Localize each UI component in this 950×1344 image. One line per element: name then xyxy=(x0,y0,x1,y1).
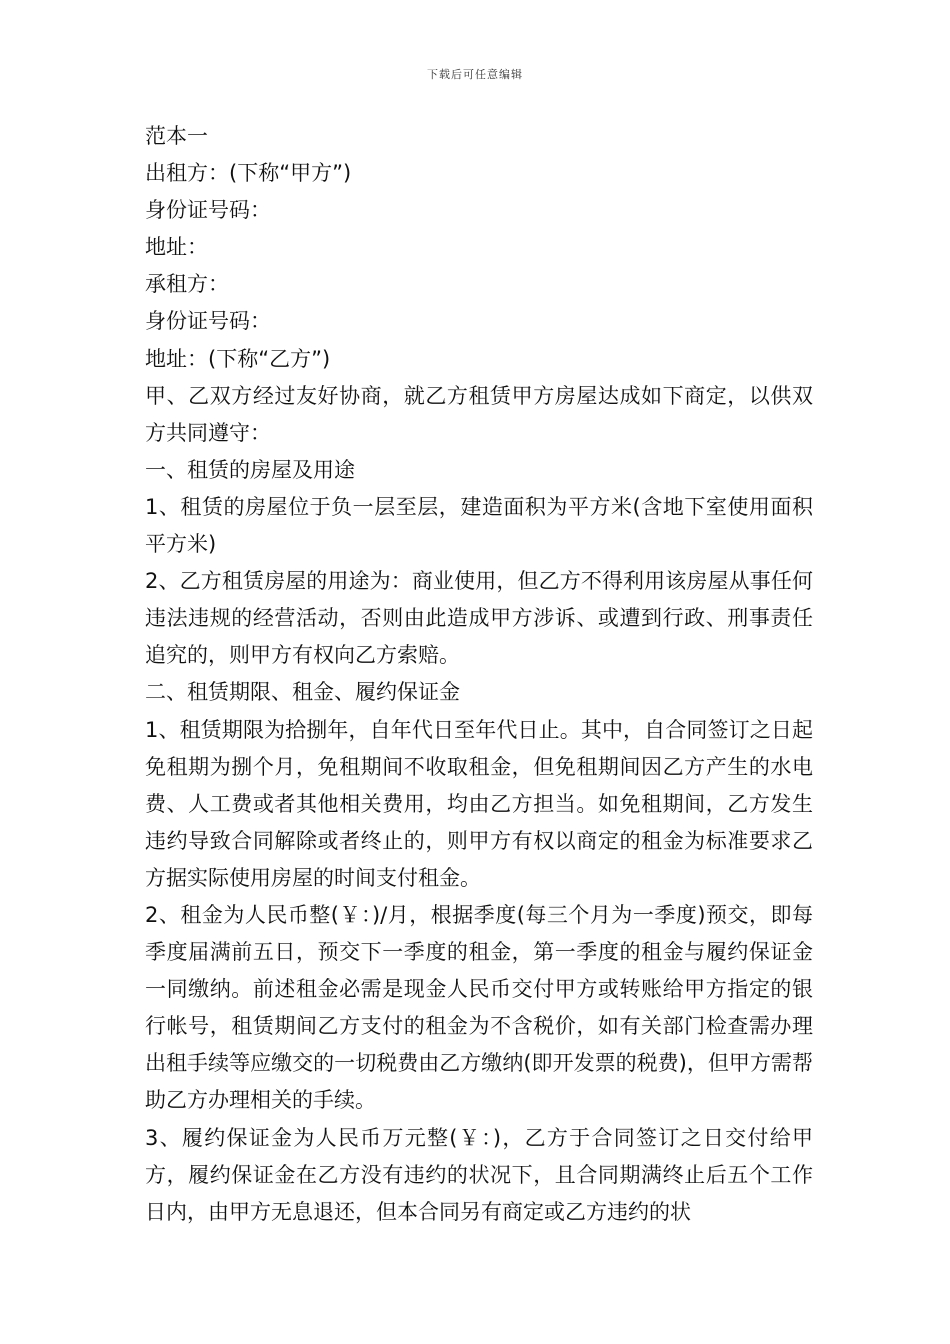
clause-security-deposit: 3、履约保证金为人民币万元整(￥：)，乙方于合同签订之日交付给甲方，履约保证金在乙方没有违约的状况下，且合同期满终止后五个工作日内，由甲方无息退还，但本合同另有商定或乙方违约的状 xyxy=(145,1125,813,1224)
paragraph-lessor-id: 身份证号码： xyxy=(145,198,271,223)
clause-lease-term: 1、租赁期限为拾捌年，自年代日至年代日止。其中，自合同签订之日起免租期为捌个月，免租期间不收取租金，但免租期间因乙方产生的水电费、人工费或者其他相关费用，均由乙方担当。如免租期间，乙方发生违约导致合同解除或者终止的，则甲方有权以商定的租金为标准要求乙方据实际使用房屋的时间支付租金。 xyxy=(145,717,813,890)
clause-premises-location: 1、租赁的房屋位于负一层至层，建造面积为平方米(含地下室使用面积平方米) xyxy=(145,494,813,557)
paragraph-template-title: 范本一 xyxy=(145,124,208,148)
paragraph-preamble: 甲、乙双方经过友好协商，就乙方租赁甲方房屋达成如下商定，以供双方共同遵守： xyxy=(145,383,813,445)
paragraph-lessee: 承租方： xyxy=(145,272,229,297)
document-body xyxy=(145,118,813,1231)
section-heading-term-rent: 二、租赁期限、租金、履约保证金 xyxy=(145,680,460,705)
clause-premises-use: 2、乙方租赁房屋的用途为：商业使用，但乙方不得利用该房屋从事任何违法违规的经营活动，否则由此造成甲方涉诉、或遭到行政、刑事责任追究的，则甲方有权向乙方索赔。 xyxy=(145,569,813,668)
paragraph-lessee-id: 身份证号码： xyxy=(145,309,271,334)
page-header-note: 下载后可任意编辑 xyxy=(427,68,523,81)
clause-rent-payment: 2、租金为人民币整(￥：)/月，根据季度(每三个月为一季度)预交，即每季度届满前五日，预交下一季度的租金，第一季度的租金与履约保证金一同缴纳。前述租金必需是现金人民币交付甲方或转账给甲方指定的银行帐号，租赁期间乙方支付的租金为不含税价，如有关部门检查需办理出租手续等应缴交的一切税费由乙方缴纳(即开发票的税费)，但甲方需帮助乙方办理相关的手续。 xyxy=(145,902,813,1113)
paragraph-lessor: 出租方：(下称“甲方”) xyxy=(145,161,352,186)
section-heading-premises: 一、租赁的房屋及用途 xyxy=(145,457,355,482)
paragraph-lessor-address: 地址： xyxy=(145,235,208,260)
paragraph-lessee-address: 地址：(下称“乙方”) xyxy=(145,346,331,371)
